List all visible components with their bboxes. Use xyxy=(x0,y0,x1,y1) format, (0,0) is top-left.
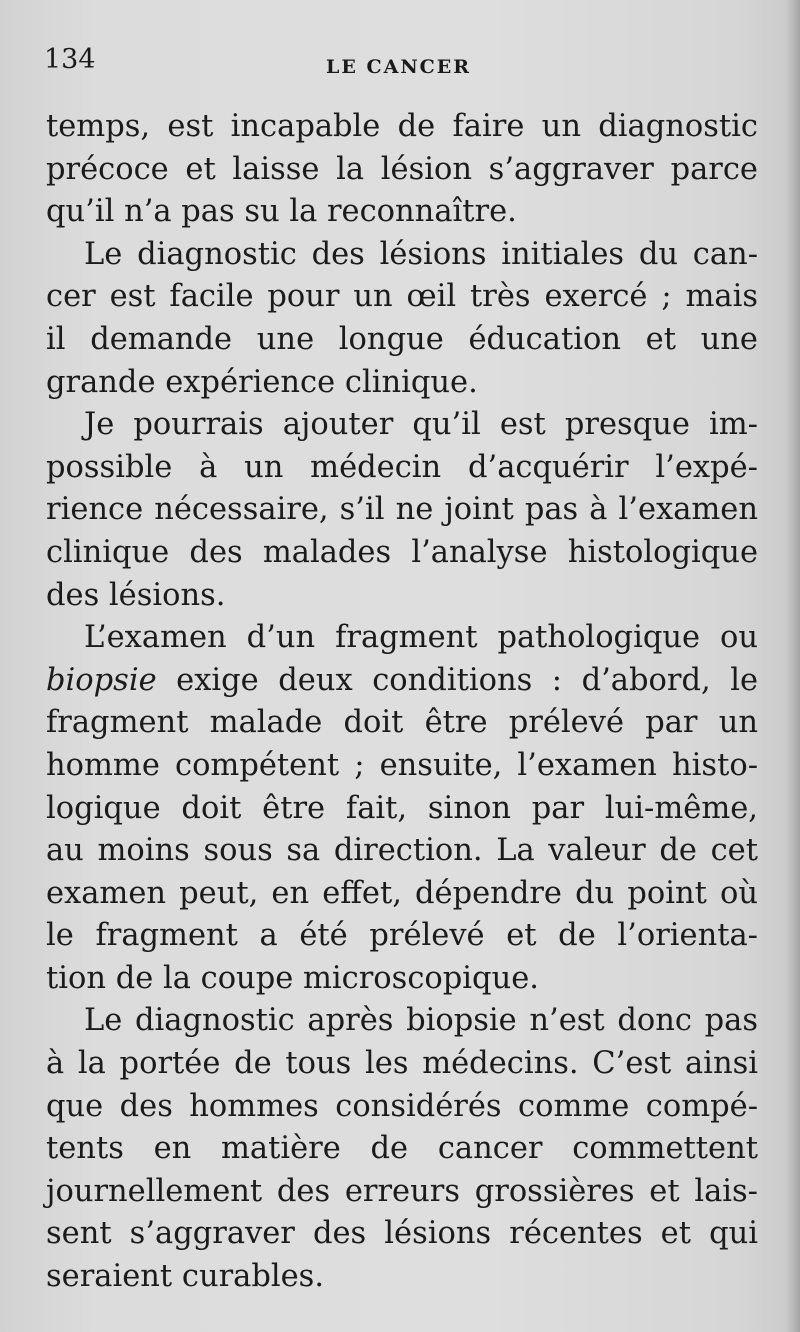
text-line: précoce et laisse la lésion s’aggraver parce xyxy=(46,151,758,187)
text-line: au moins sous sa direction. La valeur de cet xyxy=(46,833,758,869)
text-line-with-italic xyxy=(46,660,758,703)
text-line-rest: exige deux conditions : d’abord, le xyxy=(156,662,758,698)
text-line: rience nécessaire, s’il ne joint pas à l’examen xyxy=(46,492,758,528)
italic-term: biopsie xyxy=(46,662,157,698)
text-line: sent s’aggraver des lésions récentes et qui xyxy=(46,1216,758,1252)
text-line: seraient curables. xyxy=(46,1259,325,1295)
text-line: possible à un médecin d’acquérir l’expé- xyxy=(46,449,758,485)
text-line: que des hommes considérés comme compé- xyxy=(46,1088,758,1124)
text-line: logique doit être fait, sinon par lui-même, xyxy=(46,790,758,826)
text-line: grande expérience clinique. xyxy=(46,364,478,400)
body-text xyxy=(46,106,758,1299)
paragraph-first-line: Je pourrais ajouter qu’il est presque im- xyxy=(84,407,758,443)
text-line: examen peut, en effet, dépendre du point où xyxy=(46,875,758,911)
text-line: qu’il n’a pas su la reconnaître. xyxy=(46,194,517,230)
text-line: journellement des erreurs grossières et lais- xyxy=(46,1173,758,1209)
text-line: des lésions. xyxy=(46,577,226,613)
text-line: à la portée de tous les médecins. C’est ainsi xyxy=(46,1046,758,1082)
text-line: homme compétent ; ensuite, l’examen histo- xyxy=(46,747,758,783)
text-line: fragment malade doit être prélevé par un xyxy=(46,705,758,741)
paragraph-first-line: Le diagnostic après biopsie n’est donc pas xyxy=(84,1003,758,1039)
text-line: tion de la coupe microscopique. xyxy=(46,960,539,996)
page-number: 134 xyxy=(44,44,96,75)
running-head xyxy=(44,44,756,84)
text-line: clinique des malades l’analyse histologique xyxy=(46,534,758,570)
paragraph-first-line: L’examen d’un fragment pathologique ou xyxy=(84,620,758,656)
text-line: temps, est incapable de faire un diagnostic xyxy=(46,109,758,144)
text-line: tents en matière de cancer commettent xyxy=(46,1131,758,1167)
paragraph-first-line: Le diagnostic des lésions initiales du can- xyxy=(84,236,758,272)
text-line: cer est facile pour un œil très exercé ; mais xyxy=(46,279,758,315)
text-line: le fragment a été prélevé et de l’orienta- xyxy=(46,918,758,954)
running-title: LE CANCER xyxy=(326,56,472,78)
page-edge-shadow xyxy=(786,0,800,1332)
text-line: il demande une longue éducation et une xyxy=(46,321,758,357)
